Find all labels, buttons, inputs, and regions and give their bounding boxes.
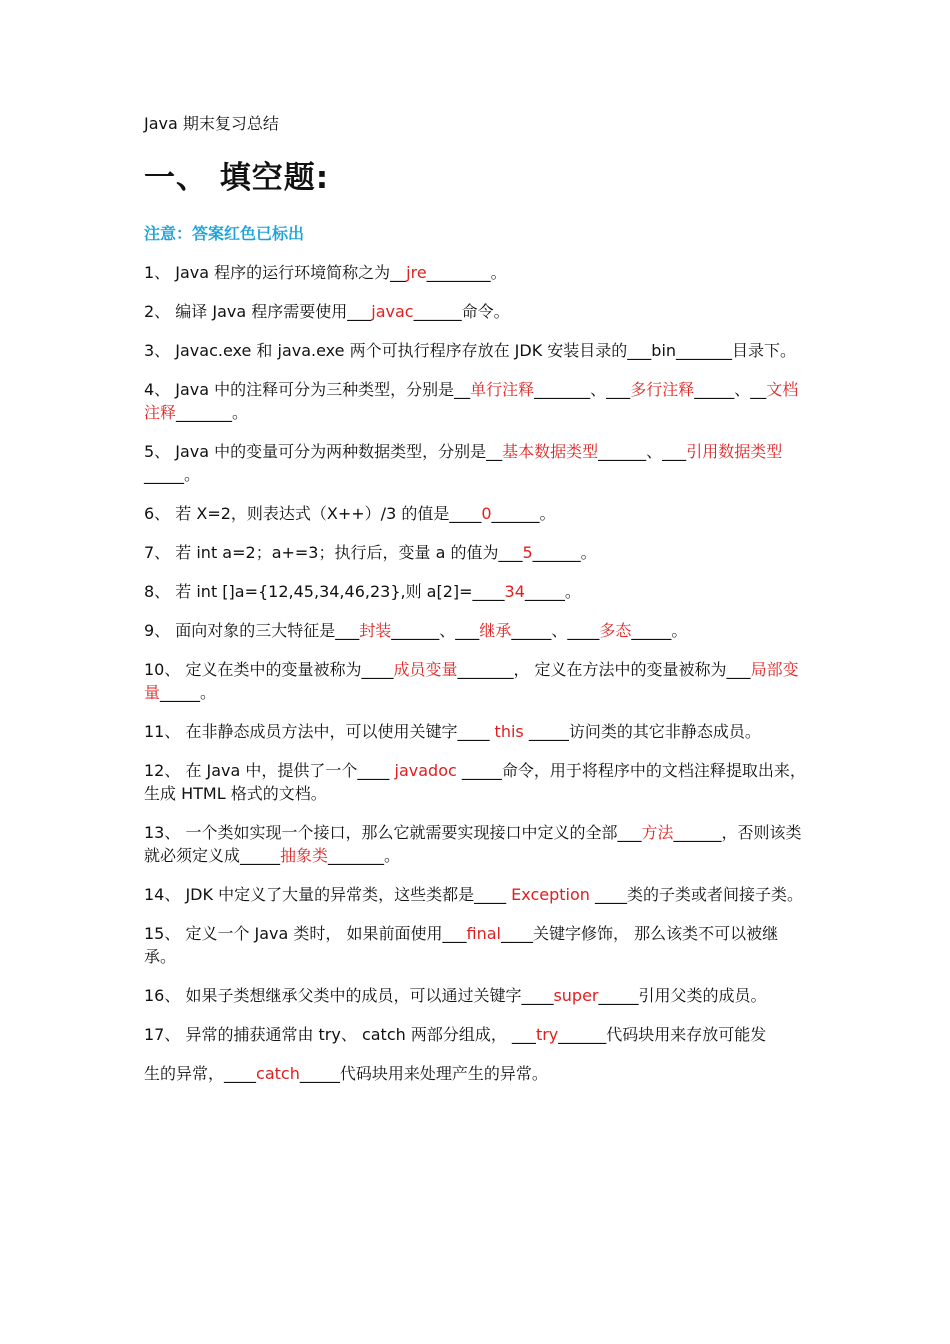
question-text: _____。 bbox=[160, 683, 217, 702]
answer-text: 继承 bbox=[479, 621, 512, 640]
answer-text: 方法 bbox=[641, 823, 674, 842]
answer-text: super bbox=[553, 986, 599, 1005]
question-text: _______、___ bbox=[534, 380, 631, 399]
question-text: 11、 在非静态成员方法中，可以使用关键字____ bbox=[144, 722, 495, 741]
question-text: 4、 Java 中的注释可分为三种类型，分别是__ bbox=[144, 380, 471, 399]
question-item bbox=[144, 502, 808, 525]
question-item bbox=[144, 440, 808, 486]
question-item bbox=[144, 922, 808, 968]
section-heading: 一、 填空题: bbox=[144, 160, 330, 196]
answer-text: 文档注释 bbox=[144, 380, 799, 422]
question-text: 9、 面向对象的三大特征是___ bbox=[144, 621, 360, 640]
question-text: 12、 在 Java 中，提供了一个____ bbox=[144, 761, 395, 780]
question-item bbox=[144, 984, 808, 1007]
question-text: ______、___ bbox=[391, 621, 480, 640]
question-text: 6、 若 X=2，则表达式（X++）/3 的值是____ bbox=[144, 504, 482, 523]
document-page bbox=[144, 112, 808, 1085]
question-text: ____关键字修饰， 那么该类不可以被继承。 bbox=[144, 924, 779, 966]
question-text: 10、 定义在类中的变量被称为____ bbox=[144, 660, 394, 679]
question-item bbox=[144, 658, 808, 704]
question-text: 17、 异常的捕获通常由 try、 catch 两部分组成， ___ bbox=[144, 1025, 536, 1044]
answer-text: 引用数据类型 bbox=[686, 442, 783, 461]
answer-note: 注意：答案红色已标出 bbox=[144, 224, 305, 243]
question-text: 15、 定义一个 Java 类时， 如果前面使用___ bbox=[144, 924, 467, 943]
answer-text: 封装 bbox=[359, 621, 392, 640]
answer-text: 单行注释 bbox=[470, 380, 535, 399]
question-item bbox=[144, 261, 808, 284]
question-text: 3、 Javac.exe 和 java.exe 两个可执行程序存放在 JDK 安装目录的___bin_______目录下。 bbox=[144, 341, 797, 360]
question-text: _____引用父类的成员。 bbox=[598, 986, 767, 1005]
question-item bbox=[144, 300, 808, 323]
question-text: 2、 编译 Java 程序需要使用___ bbox=[144, 302, 372, 321]
question-text: ______代码块用来存放可能发 bbox=[558, 1025, 767, 1044]
answer-text: 0 bbox=[481, 504, 492, 523]
question-item bbox=[144, 759, 808, 805]
question-text: 8、 若 int []a={12,45,34,46,23},则 a[2]=____ bbox=[144, 582, 505, 601]
question-text: _______， 定义在方法中的变量被称为___ bbox=[457, 660, 751, 679]
question-text: 5、 Java 中的变量可分为两种数据类型，分别是__ bbox=[144, 442, 503, 461]
answer-text: try bbox=[535, 1025, 559, 1044]
question-text: ______、___ bbox=[598, 442, 687, 461]
doc-title: Java 期末复习总结 bbox=[144, 114, 279, 133]
question-item bbox=[144, 1062, 808, 1085]
answer-text: javadoc bbox=[394, 761, 457, 780]
answer-text: 局部变量 bbox=[144, 660, 799, 702]
answer-text: Exception bbox=[511, 885, 590, 904]
answer-text: 成员变量 bbox=[393, 660, 458, 679]
question-text: ______。 bbox=[532, 543, 597, 562]
question-item bbox=[144, 619, 808, 642]
question-text: 1、 Java 程序的运行环境简称之为__ bbox=[144, 263, 407, 282]
question-item bbox=[144, 339, 808, 362]
question-text: _______。 bbox=[328, 846, 401, 865]
answer-text: jre bbox=[406, 263, 427, 282]
question-text: _____命令，用于将程序中的文档注释提取出来，生成 HTML 格式的文档。 bbox=[144, 761, 806, 803]
answer-text: 多态 bbox=[599, 621, 632, 640]
answer-text: 34 bbox=[504, 582, 525, 601]
question-text: 16、 如果子类想继承父类中的成员，可以通过关键字____ bbox=[144, 986, 554, 1005]
question-text: 14、 JDK 中定义了大量的异常类，这些类都是____ bbox=[144, 885, 512, 904]
question-text: ______。 bbox=[491, 504, 556, 523]
question-text: _____、__ bbox=[694, 380, 767, 399]
question-text: _____、____ bbox=[511, 621, 600, 640]
question-text: _______。 bbox=[176, 403, 249, 422]
question-text: 生的异常，____ bbox=[144, 1064, 257, 1083]
question-text: _____。 bbox=[524, 582, 581, 601]
answer-text: catch bbox=[256, 1064, 300, 1083]
question-item bbox=[144, 541, 808, 564]
question-text: ______命令。 bbox=[413, 302, 510, 321]
question-text: ____类的子类或者间接子类。 bbox=[589, 885, 803, 904]
question-item bbox=[144, 883, 808, 906]
question-list bbox=[144, 261, 808, 1085]
answer-text: javac bbox=[371, 302, 414, 321]
answer-text: this bbox=[494, 722, 524, 741]
question-text: 7、 若 int a=2；a+=3；执行后，变量 a 的值为___ bbox=[144, 543, 523, 562]
question-item bbox=[144, 580, 808, 603]
question-text: 13、 一个类如实现一个接口，那么它就需要实现接口中定义的全部___ bbox=[144, 823, 642, 842]
question-text: _____访问类的其它非静态成员。 bbox=[523, 722, 761, 741]
question-text: _____。 bbox=[631, 621, 688, 640]
answer-text: 抽象类 bbox=[280, 846, 329, 865]
question-item bbox=[144, 821, 808, 867]
answer-text: 基本数据类型 bbox=[502, 442, 599, 461]
question-item bbox=[144, 1023, 808, 1046]
question-item bbox=[144, 720, 808, 743]
answer-text: 多行注释 bbox=[630, 380, 695, 399]
question-text: ________。 bbox=[426, 263, 507, 282]
answer-text: final bbox=[466, 924, 501, 943]
question-text: _____代码块用来处理产生的异常。 bbox=[299, 1064, 548, 1083]
answer-text: 5 bbox=[522, 543, 533, 562]
question-text: _____。 bbox=[144, 465, 201, 484]
question-item bbox=[144, 378, 808, 424]
question-text: ______，否则该类就必须定义成_____ bbox=[144, 823, 802, 865]
